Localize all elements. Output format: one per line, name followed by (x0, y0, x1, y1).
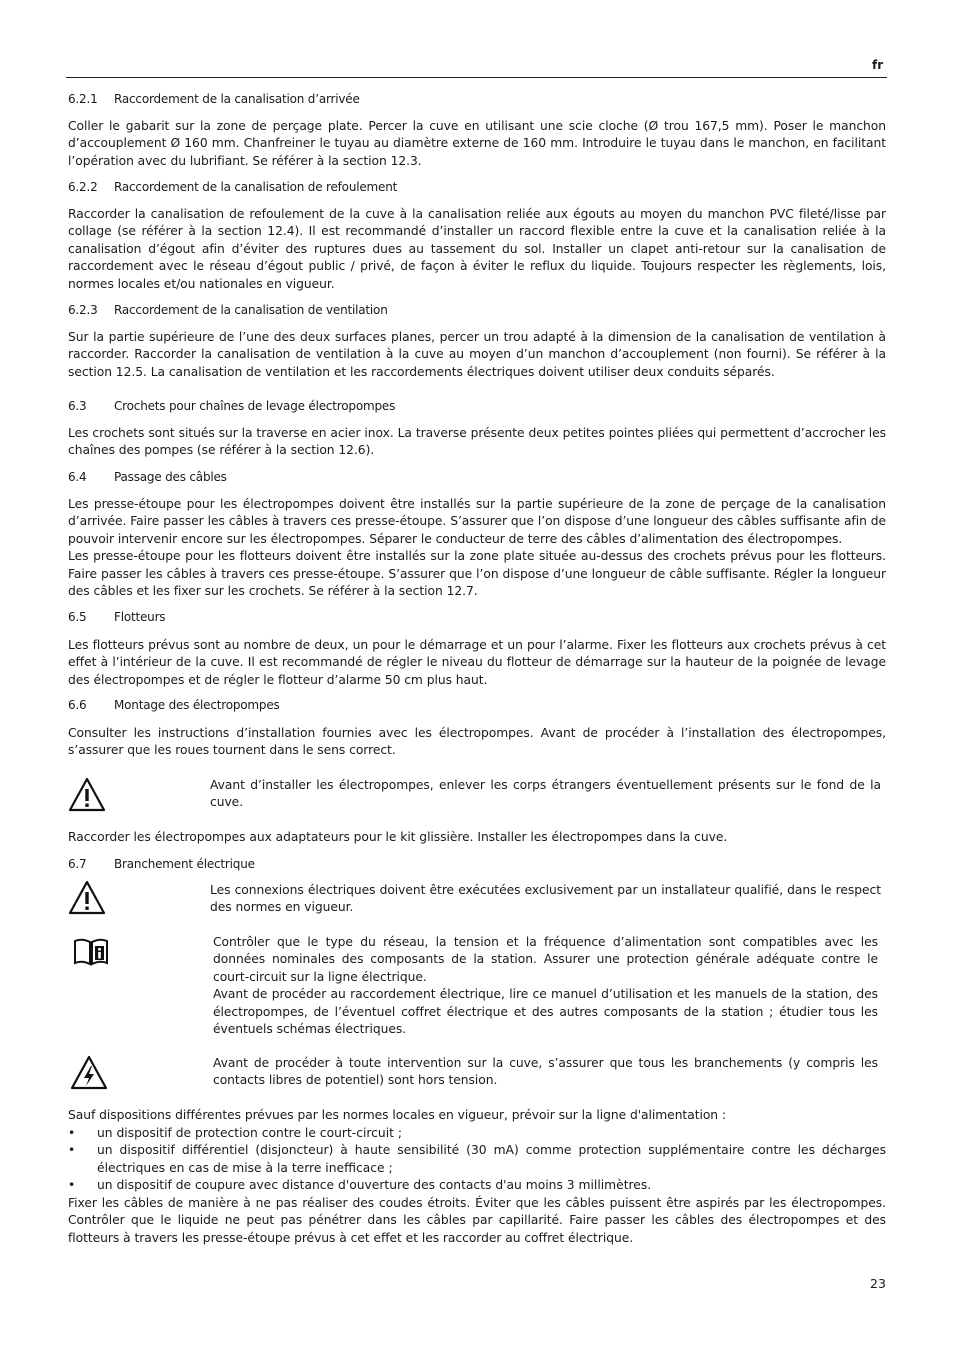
bullet-marker: • (68, 1126, 76, 1140)
paragraph: Coller le gabarit sur la zone de perçage plate. Percer la cuve en utilisant une scie cloche (Ø trou 167,5 mm). Poser le manchon d’accouplement Ø 160 mm. Chanfreiner le tuyau au diamètre externe de 160 mm. Introduire le tuyau dans le manchon, en facilitant l’opération avec du lubrifiant. Se référer à la section 12.3. (68, 119, 886, 168)
electric-hazard-icon (70, 1054, 108, 1092)
section-number: 6.4 (68, 470, 87, 484)
section-number: 6.5 (68, 610, 87, 624)
language-code: fr (872, 58, 884, 72)
warning-note: Avant d’installer les électropompes, enlever les corps étrangers éventuellement présents sur le fond de la cuve. (210, 778, 881, 810)
paragraph-line: Les presse-étoupe pour les flotteurs doivent être installés sur la zone plate située au-dessus des crochets prévus pour les flotteurs. Faire passer les câbles à travers ces presse-étoupe. S’assurer que l’on dispose d’une longueur de câble suffisante. Régler la longueur des câbles et les fixer sur les crochets. Se référer à la section 12.7. (68, 549, 886, 599)
section-heading (68, 470, 227, 484)
list-item (68, 1125, 886, 1142)
paragraph: Consulter les instructions d’installation fournies avec les électropompes. Avant de procéder à l’installation des électropompes, s’assurer que les roues tournent dans le sens correct. (68, 726, 886, 758)
paragraph: Fixer les câbles de manière à ne pas réaliser des coudes étroits. Éviter que les câbles puissent être aspirés par les électropompes. Contrôler que le liquide ne peut pas pénétrer dans les câbles par capillarité. Faire passer les câbles des électropompes et des flotteurs à travers les presse-étoupe prévus à cet effet et les raccorder au coffret électrique. (68, 1196, 886, 1245)
paragraph: Les flotteurs prévus sont au nombre de deux, un pour le démarrage et un pour l’alarme. Fixer les flotteurs aux crochets prévus à cet effet à l’intérieur de la cuve. Il est recommandé de régler le niveau du flotteur de démarrage sur la hauteur de la poignée de levage des électropompes et de régler le flotteur d’alarme 50 cm plus haut. (68, 638, 886, 687)
bullet-marker: • (68, 1143, 76, 1158)
section-number: 6.2.3 (68, 303, 98, 317)
section-title: Branchement électrique (114, 857, 255, 871)
info-note (213, 934, 878, 1038)
section-number: 6.2.2 (68, 180, 98, 194)
electric-warning-note: Avant de procéder à toute intervention sur la cuve, s’assurer que tous les branchements (y compris les contacts libres de potentiel) sont hors tension. (213, 1056, 878, 1088)
list-item-text: un dispositif différentiel (disjoncteur) à haute sensibilité (30 mA) comme protection supplémentaire contre les décharges électriques en cas de mise à la terre inefficace ; (97, 1143, 886, 1175)
paragraph: Les crochets sont situés sur la traverse en acier inox. La traverse présente deux petites pointes pliées qui permettent d’accrocher les chaînes des pompes (se référer à la section 12.6). (68, 426, 886, 458)
list-item (68, 1177, 886, 1194)
section-number: 6.2.1 (68, 92, 98, 106)
section-heading (68, 303, 388, 317)
paragraph: Raccorder les électropompes aux adaptateurs pour le kit glissière. Installer les électropompes dans la cuve. (68, 830, 728, 844)
read-manual-icon (72, 933, 110, 971)
section-heading (68, 610, 165, 624)
section-heading (68, 399, 395, 413)
section-title: Crochets pour chaînes de levage électropompes (114, 399, 396, 413)
section-heading (68, 92, 360, 106)
section-heading (68, 180, 397, 194)
section-title: Passage des câbles (114, 470, 227, 484)
list-item-text: un dispositif de protection contre le court-circuit ; (97, 1126, 403, 1140)
paragraph-line: Les presse-étoupe pour les électropompes doivent être installés sur la partie supérieure de la zone de perçage de la canalisation d’arrivée. Faire passer les câbles à travers ces presse-étoupe. S’assurer que l’on dispose d’une longueur des câbles suffisante afin de pouvoir intervenir encore sur les électropompes. Séparer le conducteur de terre des câbles d’alimentation des électropompes. (68, 497, 886, 546)
section-number: 6.7 (68, 857, 87, 871)
section-number: 6.6 (68, 698, 87, 712)
warning-triangle-icon (68, 776, 106, 814)
section-title: Montage des électropompes (114, 698, 280, 712)
paragraph: Sur la partie supérieure de l’une des deux surfaces planes, percer un trou adapté à la dimension de la canalisation de ventilation à raccorder. Raccorder la canalisation de ventilation à la cuve au moyen d’un manchon d’accouplement (non fourni). Se référer à la section 12.5. La canalisation de ventilation et les raccordements électriques doivent utiliser deux conduits séparés. (68, 330, 886, 379)
section-title: Flotteurs (114, 610, 166, 624)
header-rule (66, 77, 887, 78)
list-item-text: un dispositif de coupure avec distance d'ouverture des contacts d'au moins 3 millimètres. (97, 1178, 652, 1193)
section-title: Raccordement de la canalisation d’arrivée (114, 92, 360, 106)
section-title: Raccordement de la canalisation de refoulement (114, 180, 398, 194)
paragraph: Raccorder la canalisation de refoulement de la cuve à la canalisation reliée aux égouts au moyen du manchon PVC fileté/lisse par collage (se référer à la section 12.4). Il est recommandé d’installer un raccord flexible entre la cuve et la canalisation reliée à la canalisation d’égout afin d’éviter des ruptures dues au tassement du sol. Installer un clapet anti-retour sur la canalisation de raccordement avec le réseau d’égout public / privé, de façon à éviter le reflux du liquide. Toujours respecter les règlements, lois, normes locales et/ou nationales en vigueur. (68, 207, 886, 291)
section-heading (68, 857, 255, 871)
warning-note: Les connexions électriques doivent être exécutées exclusivement par un installateur qualifié, dans le respect des normes en vigueur. (210, 883, 881, 915)
page-number: 23 (870, 1276, 886, 1291)
warning-triangle-icon (68, 879, 106, 917)
section-heading (68, 698, 280, 712)
paragraph: Sauf dispositions différentes prévues par les normes locales en vigueur, prévoir sur la ligne d'alimentation : (68, 1108, 726, 1122)
section-number: 6.3 (68, 399, 87, 413)
info-text: Contrôler que le type du réseau, la tension et la fréquence d’alimentation sont compatibles avec les données nominales des composants de la station. Assurer une protection générale adéquate contre le court-circuit sur la ligne électrique. (213, 935, 878, 984)
bullet-marker: • (68, 1178, 76, 1193)
info-text: Avant de procéder au raccordement électrique, lire ce manuel d’utilisation et les manuels de la station, des électropompes, de l’éventuel coffret électrique et des autres composants de la station ; étudier tous les éventuels schémas électriques. (213, 987, 878, 1037)
paragraph (68, 496, 886, 600)
bullet-list (68, 1125, 886, 1195)
section-title: Raccordement de la canalisation de ventilation (114, 303, 388, 317)
list-item (68, 1142, 886, 1177)
